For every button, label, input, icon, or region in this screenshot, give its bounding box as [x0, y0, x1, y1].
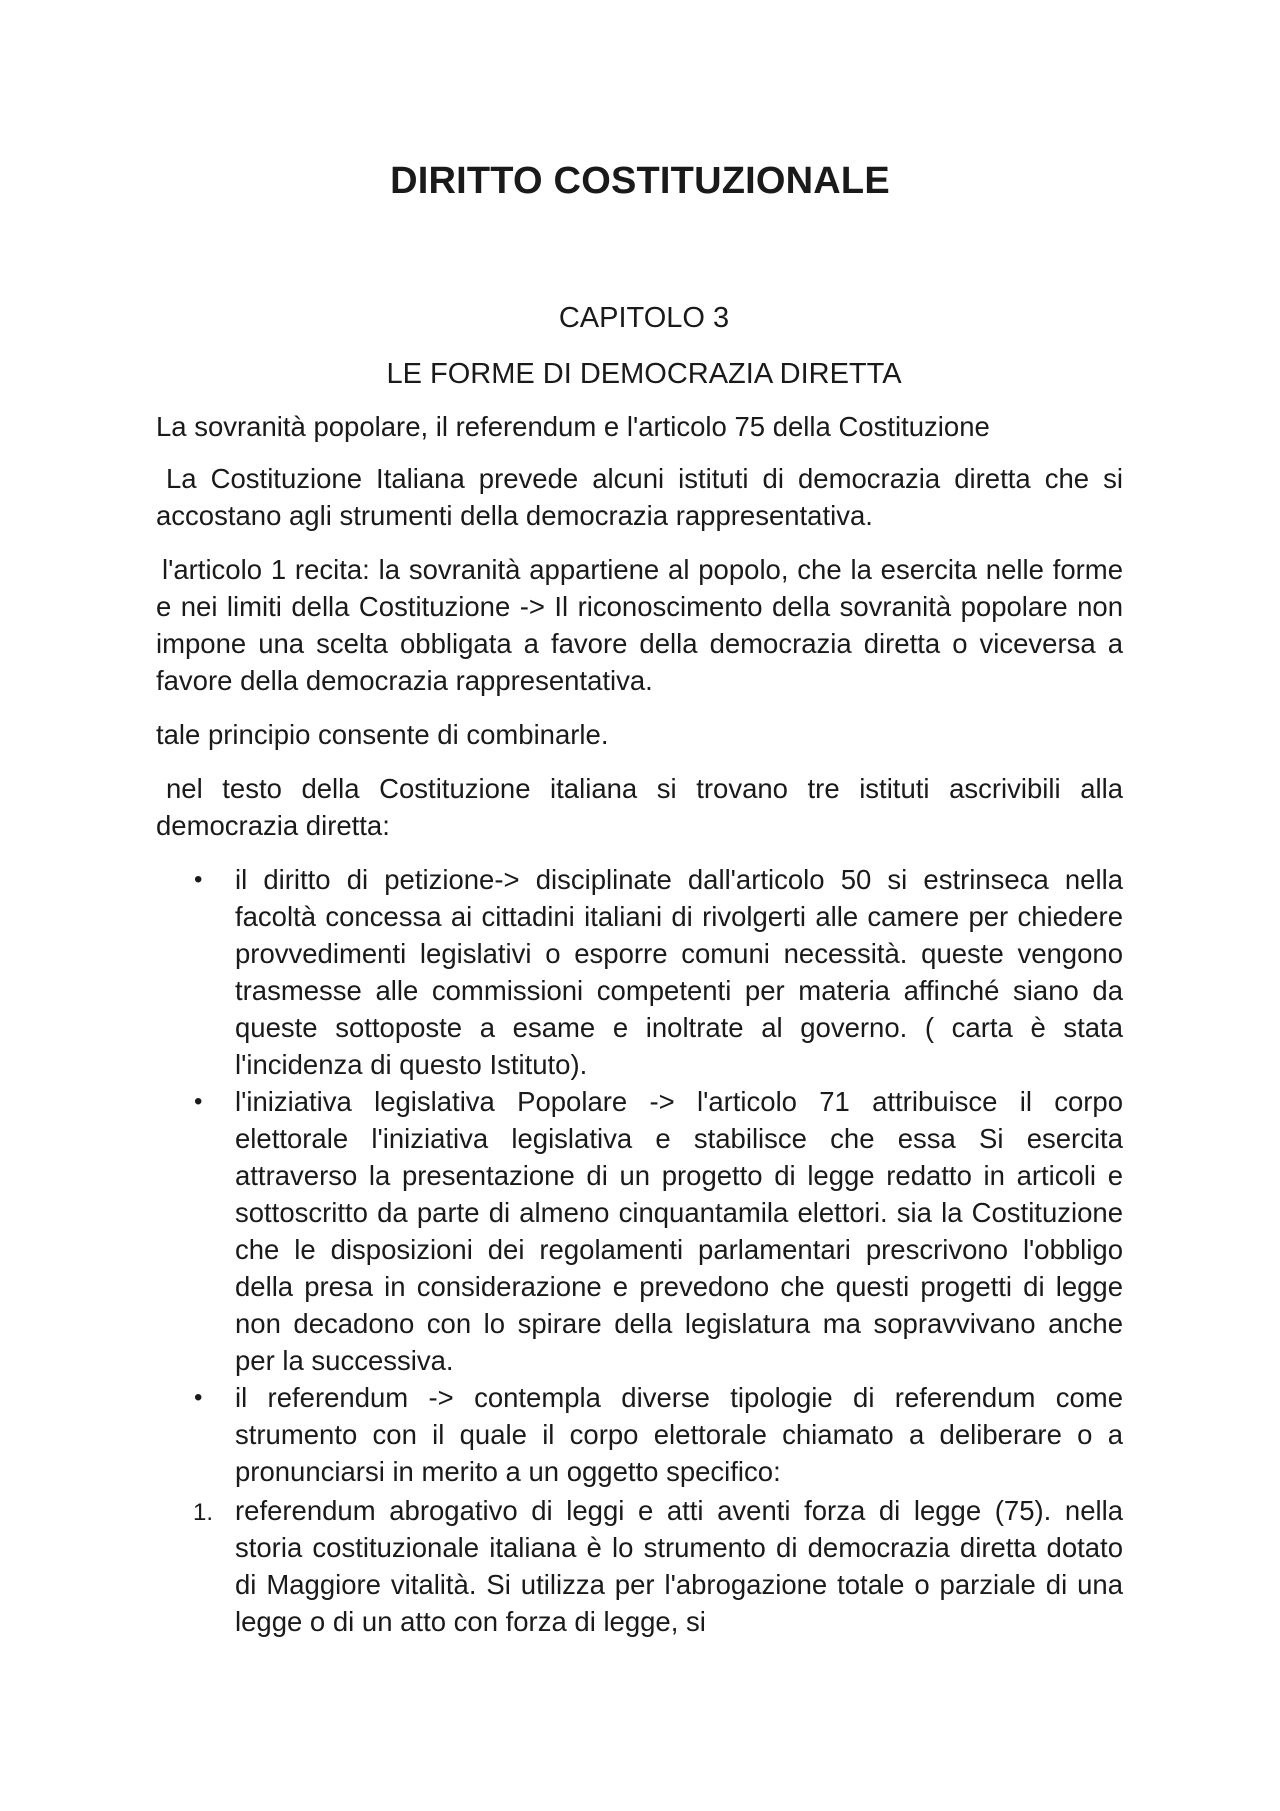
document-title: DIRITTO COSTITUZIONALE: [390, 160, 890, 202]
list-item-text: il referendum -> contempla diverse tipologie di referendum come strumento con il quale il corpo elettorale chiamato a deliberare o a pronunciarsi in merito a un oggetto specifico:: [235, 1382, 1123, 1487]
bullet-list: [156, 861, 1123, 1640]
list-item: [156, 861, 1123, 1083]
list-item-text: referendum abrogativo di leggi e atti aventi forza di legge (75). nella storia costituzionale italiana è lo strumento di democrazia diretta dotato di Maggiore vitalità. Si utilizza per l'abrogazione totale o parziale di una legge o di un atto con forza di legge, si: [235, 1495, 1123, 1637]
list-item: [156, 1083, 1123, 1379]
body-paragraph: La Costituzione Italiana prevede alcuni istituti di democrazia diretta che si accostano agli strumenti della democrazia rappresentativa.: [156, 463, 1123, 531]
body-paragraph: l'articolo 1 recita: la sovranità appartiene al popolo, che la esercita nelle forme e nei limiti della Costituzione -> Il riconoscimento della sovranità popolare non impone una scelta obbligata a favore della democrazia diretta o viceversa a favore della democrazia rappresentativa.: [156, 554, 1123, 696]
bullet-marker: •: [194, 866, 203, 893]
document-body: [156, 408, 1123, 1640]
chapter-heading: CAPITOLO 3: [558, 302, 730, 334]
body-paragraph: nel testo della Costituzione italiana si trovano tre istituti ascrivibili alla democrazia diretta:: [156, 773, 1123, 841]
list-item-text: il diritto di petizione-> disciplinate dall'articolo 50 si estrinseca nella facoltà concessa ai cittadini italiani di rivolgerti alle camere per chiedere provvedimenti legislativi o esporre comuni necessità. queste vengono trasmesse alle commissioni competenti per materia affinché siano da queste sottoposte a esame e inoltrate al governo. ( carta è stata l'incidenza di questo Istituto).: [235, 864, 1123, 1080]
body-paragraph: tale principio consente di combinarle.: [156, 719, 609, 750]
list-item: [156, 1379, 1123, 1490]
bullet-marker: •: [194, 1088, 203, 1115]
list-item-text: l'iniziativa legislativa Popolare -> l'articolo 71 attribuisce il corpo elettorale l'iniziativa legislativa e stabilisce che essa Si esercita attraverso la presentazione di un progetto di legge redatto in articoli e sottoscritto da parte di almeno cinquantamila elettori. sia la Costituzione che le disposizioni dei regolamenti parlamentari prescrivono l'obbligo della presa in considerazione e prevedono che questi progetti di legge non decadono con lo spirare della legislatura ma sopravvivano anche per la successiva.: [235, 1086, 1123, 1376]
section-heading: LE FORME DI DEMOCRAZIA DIRETTA: [386, 358, 902, 390]
numbered-list-item: [156, 1492, 1123, 1640]
bullet-marker: •: [194, 1384, 203, 1411]
subheading-paragraph: La sovranità popolare, il referendum e l'articolo 75 della Costituzione: [156, 411, 990, 442]
number-marker: 1.: [193, 1499, 214, 1526]
